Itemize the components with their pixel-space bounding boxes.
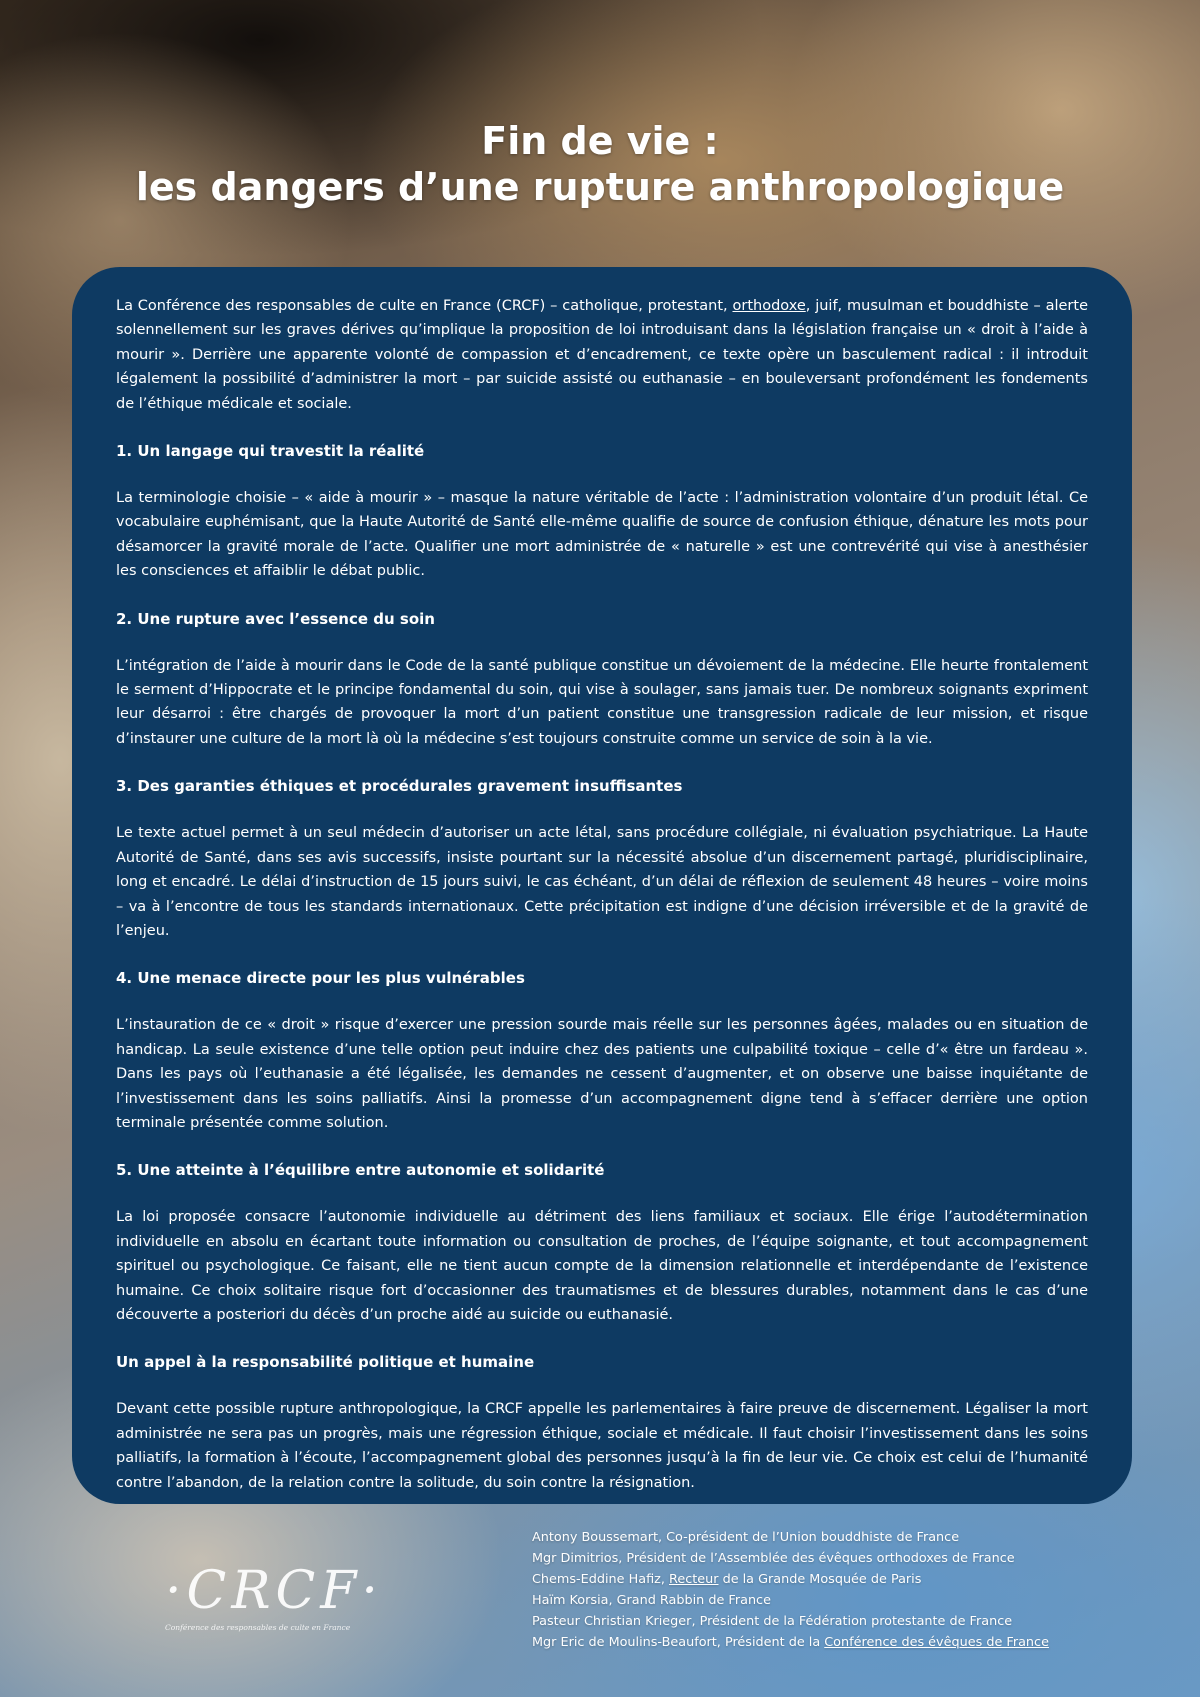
signatory (532, 1569, 1172, 1590)
signatory: Pasteur Christian Krieger, Président de la Fédération protestante de France (532, 1614, 1013, 1629)
section-4-heading: 4. Une menace directe pour les plus vulnérables (116, 969, 525, 988)
signatory (532, 1632, 1172, 1653)
cef-link[interactable]: Conférence des évêques de France (824, 1635, 1049, 1650)
section-5-body: La loi proposée consacre l’autonomie individuelle au détriment des liens familiaux et sociaux. Elle érige l’autodétermination individuelle en absolu en écartant toute information ou consultation de proches, de l’équipe soignante, et tout accompagnement spirituel ou psychologique. Ce faisant, elle ne tient aucun compte de la dimension relationnelle et interdépendante de l’existence humaine. Ce choix solitaire risque fort d’occasionner des traumatismes et de blessures durables, notamment dans le cas d’une découverte a posteriori du décès d’un proche aidé au suicide ou euthanasié. (116, 1209, 1088, 1323)
section-3-body: Le texte actuel permet à un seul médecin d’autoriser un acte létal, sans procédure collégiale, ni évaluation psychiatrique. La Haute Autorité de Santé, dans ses avis successifs, insiste pourtant sur la nécessité absolue d’un discernement partagé, pluridisciplinaire, long et encadré. Le délai d’instruction de 15 jours suivi, le cas échéant, d’un délai de réflexion de seulement 48 heures – voire moins – va à l’encontre de tous les standards internationaux. Cette précipitation est indigne d’une décision irréversible et de la gravité de l’enjeu. (116, 825, 1088, 939)
signatory: Antony Boussemart, Co-président de l’Union bouddhiste de France (532, 1530, 960, 1545)
signatory-text: Chems-Eddine Hafiz, (532, 1572, 669, 1587)
intro-paragraph (116, 294, 1088, 416)
section-4-body: L’instauration de ce « droit » risque d’exercer une pression sourde mais réelle sur les personnes âgées, malades ou en situation de handicap. La seule existence d’une telle option peut induire chez des patients une culpabilité toxique – celle d’« être un fardeau ». Dans les pays où l’euthanasie a été légalisée, les demandes ne cessent d’augmenter, et on observe une baisse inquiétante de l’investissement dans les soins palliatifs. Ainsi la promesse d’un accompagnement digne tend à s’effacer derrière une option terminale présentée comme solution. (116, 1017, 1088, 1131)
page-title (0, 118, 1200, 210)
signatories-list (532, 1527, 1172, 1653)
signatory-text: de la Grande Mosquée de Paris (718, 1572, 922, 1587)
title-line-2: les dangers d’une rupture anthropologique (135, 165, 1065, 209)
orthodoxe-link[interactable]: orthodoxe (732, 298, 806, 314)
intro-text-end: , juif, musulman et bouddhiste – alerte solennellement sur les graves dérives qu’implique la proposition de loi introduisant dans la législation française un « droit à l’aide à mourir ». Derrière une apparente volonté de compassion et d’encadrement, ce texte opère un basculement radical : il introduit légalement la possibilité d’administrer la mort – par suicide assisté ou euthanasie – en bouleversant profondément les fondements de l’éthique médicale et sociale. (116, 298, 1089, 412)
signatory-text: Mgr Eric de Moulins-Beaufort, Président de la (532, 1635, 825, 1650)
appeal-heading: Un appel à la responsabilité politique et humaine (116, 1353, 535, 1372)
appeal-body: Devant cette possible rupture anthropologique, la CRCF appelle les parlementaires à faire preuve de discernement. Légaliser la mort administrée ne sera pas un progrès, mais une régression éthique, sociale et médicale. Il faut choisir l’investissement dans les soins palliatifs, la formation à l’écoute, l’accompagnement global des personnes jusqu’à la fin de leur vie. Ce choix est celui de l’humanité contre l’abandon, de la relation contre la solitude, du soin contre la résignation. (116, 1401, 1088, 1491)
section-5-heading: 5. Une atteinte à l’équilibre entre autonomie et solidarité (116, 1161, 605, 1180)
title-line-1: Fin de vie : (481, 119, 719, 163)
crcf-logo (165, 1561, 383, 1633)
section-2-body: L’intégration de l’aide à mourir dans le Code de la santé publique constitue un dévoiement de la médecine. Elle heurte frontalement le serment d’Hippocrate et le principe fondamental du soin, qui vise à soulager, sans jamais tuer. De nombreux soignants expriment leur désarroi : être chargés de provoquer la mort d’un patient constitue une transgression radicale de leur mission, et risque d’instaurer une culture de la mort là où la médecine s’est toujours construite comme un service de soin à la vie. (116, 657, 1088, 747)
signatory: Mgr Dimitrios, Président de l’Assemblée des évêques orthodoxes de France (532, 1551, 1015, 1566)
section-1-heading: 1. Un langage qui travestit la réalité (116, 442, 425, 461)
recteur-link[interactable]: Recteur (669, 1572, 719, 1587)
section-1-body: La terminologie choisie – « aide à mourir » – masque la nature véritable de l’acte : l’administration volontaire d’un produit létal. Ce vocabulaire euphémisant, que la Haute Autorité de Santé elle-même qualifie de source de confusion éthique, dénature les mots pour désamorcer la gravité morale de l’acte. Qualifier une mort administrée de « naturelle » est une contrevérité qui vise à anesthésier les consciences et affaiblir le débat public. (116, 490, 1088, 580)
section-3-heading: 3. Des garanties éthiques et procédurales gravement insuffisantes (116, 777, 683, 796)
crcf-logo-tagline: Conférence des responsables de culte en France (165, 1623, 351, 1632)
signatory: Haïm Korsia, Grand Rabbin de France (532, 1593, 771, 1608)
crcf-logo-mark: ·CRCF· (165, 1561, 383, 1621)
intro-text-start: La Conférence des responsables de culte en France (CRCF) – catholique, protestant, (116, 298, 733, 314)
section-2-heading: 2. Une rupture avec l’essence du soin (116, 609, 435, 628)
statement-card (72, 267, 1132, 1504)
